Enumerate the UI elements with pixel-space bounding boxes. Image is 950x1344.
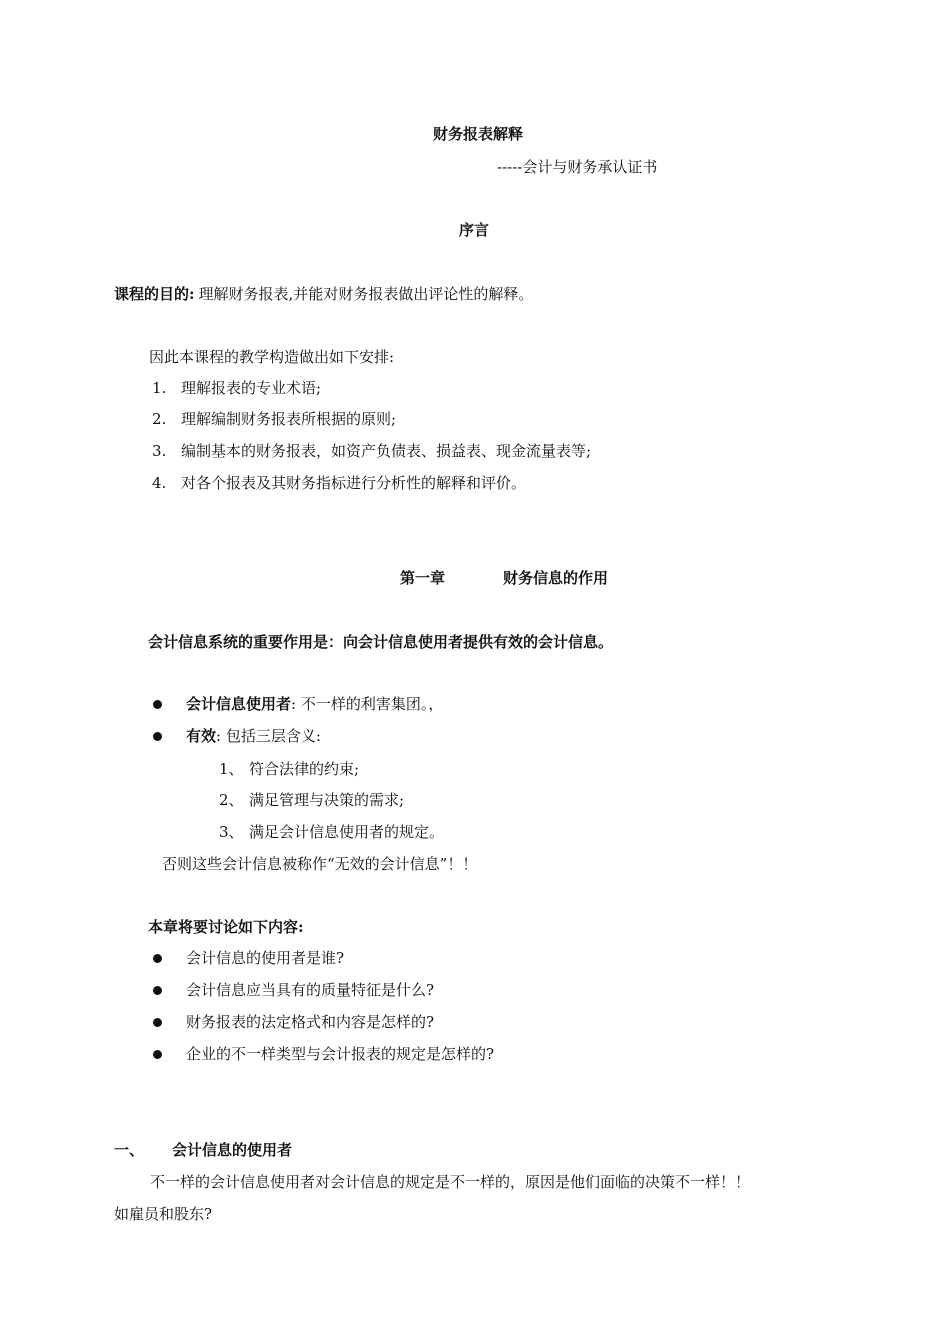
bullet-item bbox=[186, 694, 443, 714]
bullet-text: : 不一样的利害集团。， bbox=[291, 695, 444, 713]
chapter-heading bbox=[400, 568, 608, 588]
section-heading bbox=[114, 1140, 292, 1160]
section-title: 会计信息的使用者 bbox=[172, 1141, 293, 1159]
bullet-text: : 包括三层含义: bbox=[216, 727, 321, 745]
arrangement-item bbox=[152, 473, 526, 493]
course-goal bbox=[114, 284, 533, 304]
meaning-item bbox=[219, 822, 444, 842]
bullet-icon bbox=[153, 1018, 162, 1027]
discussion-item: 会计信息的使用者是谁? bbox=[186, 949, 345, 967]
meaning-item bbox=[219, 790, 404, 810]
document-subtitle: -----会计与财务承认证书 bbox=[497, 158, 658, 176]
section-number: 一、 bbox=[114, 1141, 145, 1159]
discussion-item: 会计信息应当具有的质量特征是什么? bbox=[186, 981, 435, 999]
bullet-label: 有效 bbox=[186, 727, 217, 745]
course-goal-label: 课程的目的: bbox=[114, 285, 195, 303]
arrangement-item-number: 4. bbox=[152, 474, 167, 492]
bullet-item bbox=[186, 726, 321, 746]
meaning-number: 3、 bbox=[219, 823, 244, 841]
arrangement-item-text: 理解报表的专业术语; bbox=[181, 379, 322, 397]
arrangement-item-number: 1. bbox=[152, 379, 167, 397]
bullet-icon bbox=[153, 954, 162, 963]
section-paragraph-line: 如雇员和股东? bbox=[114, 1205, 213, 1223]
arrangement-item-text: 理解编制财务报表所根据的原则; bbox=[181, 410, 397, 428]
discussion-item: 企业的不一样类型与会计报表的规定是怎样的? bbox=[186, 1045, 495, 1063]
document-title: 财务报表解释 bbox=[433, 125, 524, 143]
arrangement-item bbox=[152, 441, 591, 461]
meaning-text: 满足管理与决策的需求; bbox=[249, 791, 405, 809]
bullet-icon bbox=[153, 986, 162, 995]
arrangement-item-text: 编制基本的财务报表，如资产负债表、损益表、现金流量表等; bbox=[181, 442, 592, 460]
meaning-text: 满足会计信息使用者的规定。 bbox=[249, 823, 445, 841]
meaning-number: 1、 bbox=[219, 760, 244, 778]
meaning-number: 2、 bbox=[219, 791, 244, 809]
arrangement-intro: 因此本课程的教学构造做出如下安排: bbox=[149, 348, 395, 366]
arrangement-item bbox=[152, 409, 396, 429]
arrangement-item bbox=[152, 378, 321, 398]
chapter-number: 第一章 bbox=[400, 569, 446, 587]
section-paragraph-line: 不一样的会计信息使用者对会计信息的规定是不一样的，原因是他们面临的决策不一样！！ bbox=[150, 1173, 751, 1191]
meaning-item bbox=[219, 759, 359, 779]
bullet-icon bbox=[153, 1050, 162, 1059]
arrangement-item-number: 3. bbox=[152, 442, 167, 460]
discussion-item: 财务报表的法定格式和内容是怎样的? bbox=[186, 1013, 435, 1031]
arrangement-item-text: 对各个报表及其财务指标进行分析性的解释和评价。 bbox=[181, 474, 527, 492]
discussion-heading: 本章将要讨论如下内容: bbox=[148, 918, 304, 936]
chapter-title: 财务信息的作用 bbox=[503, 569, 609, 587]
otherwise-note: 否则这些会计信息被称作“无效的会计信息”！！ bbox=[162, 855, 478, 873]
meaning-text: 符合法律的约束; bbox=[249, 760, 360, 778]
preface-heading: 序言 bbox=[459, 221, 490, 239]
bullet-label: 会计信息使用者 bbox=[186, 695, 292, 713]
key-statement: 会计信息系统的重要作用是：向会计信息使用者提供有效的会计信息。 bbox=[148, 633, 614, 651]
bullet-icon bbox=[153, 732, 162, 741]
bullet-icon bbox=[153, 700, 162, 709]
course-goal-text: 理解财务报表,并能对财务报表做出评论性的解释。 bbox=[198, 285, 534, 303]
arrangement-item-number: 2. bbox=[152, 410, 167, 428]
